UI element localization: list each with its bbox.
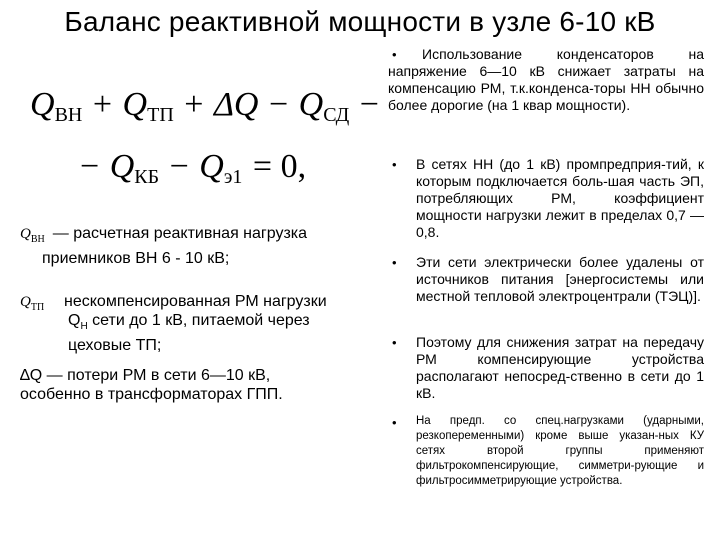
q-subscript: ТП <box>147 104 174 126</box>
bullet-marker: • <box>392 255 397 270</box>
definition-text-line3: цеховые ТП; <box>68 337 162 355</box>
definition-text: нескомпенсированная РМ нагрузки <box>64 293 327 310</box>
delta-q-symbol: ΔQ <box>213 86 259 123</box>
bullet-text: На предп. со спец.нагрузками (ударными, резкопеременными) кроме выше указан-ных КУ сетях второй группы применяют фильтрокомпенсирующие, симметри-рующие и фильтросимметрирующие устройства. <box>416 415 704 487</box>
q-subscript: ВН <box>54 104 83 126</box>
definition-q-vn <box>20 224 360 268</box>
bullet-text: В сетях НН (до 1 кВ) промпредприя-тий, к которым подключается боль-шая часть ЭП, потребляющих РМ, коэффициент мощности нагрузки лежит в пределах 0,7 — 0,8. <box>416 156 704 240</box>
bullet-marker: • <box>392 335 397 350</box>
bullet-item <box>388 334 704 402</box>
formula-line-1 <box>30 86 381 127</box>
operator: − <box>359 86 379 123</box>
bullet-marker: • <box>392 47 397 62</box>
bullet-text: Эти сети электрически более удалены от источников питания [энергосистемы или местной тепловой электроцентрали (ТЭЦ)]. <box>416 254 704 304</box>
definition-symbol: $Q_{ТП}$ <box>20 294 45 313</box>
definition-delta-q: ∆Q — потери РМ в сети 6—10 кВ, особенно в трансформаторах ГПП. <box>20 367 283 403</box>
q-subscript: СД <box>323 104 350 126</box>
q-symbol: Q <box>122 86 148 123</box>
operator: + <box>92 86 113 123</box>
q-symbol: Q <box>199 148 224 185</box>
bullet-item <box>388 414 704 489</box>
bullet-item <box>388 254 704 305</box>
bullet-item <box>388 46 704 114</box>
operator: − <box>268 86 289 123</box>
bullet-text: Поэтому для снижения затрат на передачу РМ компенсирующие устройства располагают непосред-ственно в сети до 1 кВ. <box>416 334 704 401</box>
slide-title: Баланс реактивной мощности в узле 6-10 кВ <box>64 6 656 37</box>
operator: − <box>80 148 100 185</box>
operator: − <box>169 148 189 185</box>
definition-symbol: $Q_{ВН}$ <box>20 226 45 245</box>
bullet-item <box>388 156 704 241</box>
q-symbol: Q <box>298 86 324 123</box>
bullet-text: Использование конденсаторов на напряжение 6—10 кВ снижает затраты на компенсацию РМ, т.к.конденса-торы НН обычно более дорогие (на 1 квар мощности). <box>388 46 704 113</box>
equals-zero: = 0, <box>252 148 307 185</box>
q-subscript: э1 <box>223 166 243 188</box>
formula-line-2 <box>78 148 308 189</box>
definition-text: — расчетная реактивная нагрузка <box>52 225 308 242</box>
definition-text-cont: приемников ВН 6 - 10 кВ; <box>42 250 230 267</box>
operator: + <box>184 86 204 123</box>
q-symbol: Q <box>30 86 55 123</box>
bullet-marker: • <box>392 415 397 430</box>
q-symbol: Q <box>109 148 135 185</box>
definition-q-tp <box>20 292 380 355</box>
definition-body <box>64 292 384 355</box>
q-subscript: КБ <box>134 166 160 188</box>
definition-text-line2: $Q_Н$ сети до 1 кВ, питаемой через <box>68 312 310 333</box>
bullet-marker: • <box>392 157 397 172</box>
